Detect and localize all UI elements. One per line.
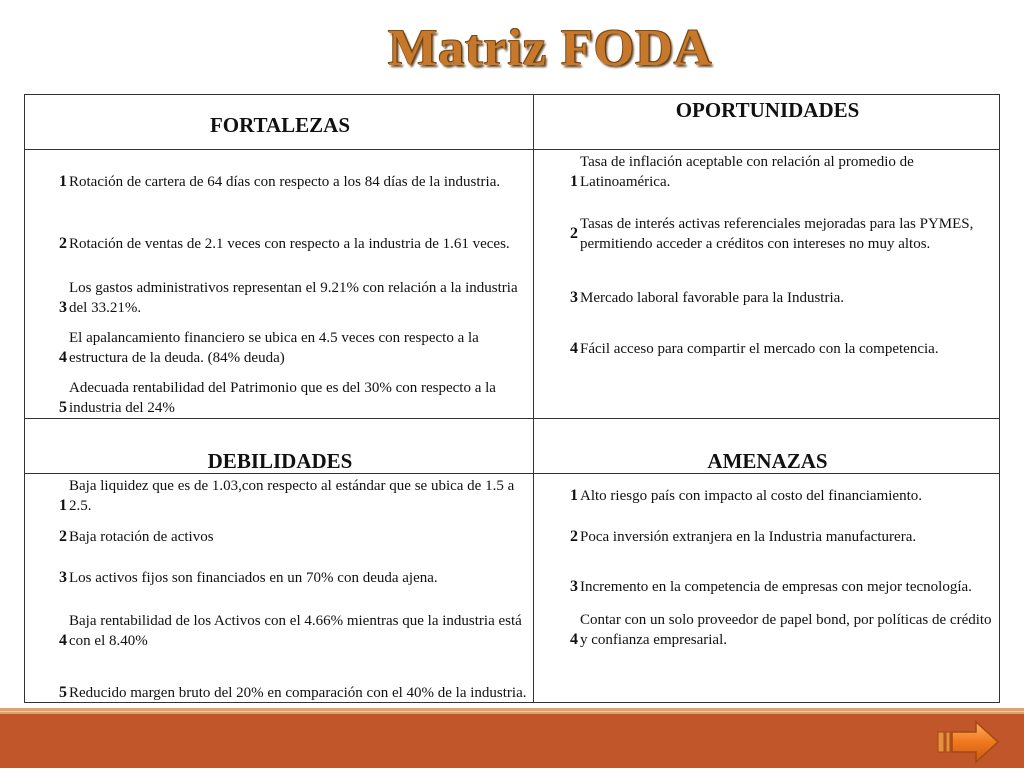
list-item: 1 Rotación de cartera de 64 días con respecto a los 84 días de la industria. — [59, 173, 501, 190]
oportunidades-title: OPORTUNIDADES — [675, 98, 860, 122]
oportunidades-body — [533, 149, 1000, 419]
list-item: 2 Tasas de interés activas referenciales mejoradas para las PYMES, permitiendo acceder a créditos con intereses no muy altos. — [570, 216, 974, 252]
list-item: 4 Contar con un solo proveedor de papel bond, por políticas de crédito y confianza empresarial. — [570, 612, 992, 648]
list-item: 4 Baja rentabilidad de los Activos con el 4.66% mientras que la industria está con el 8.40% — [59, 613, 522, 649]
list-item: 3 Los gastos administrativos representan el 9.21% con relación a la industria del 33.21%. — [59, 280, 518, 316]
list-item: 5 Reducido margen bruto del 20% en comparación con el 40% de la industria. — [59, 684, 527, 701]
fortalezas-header-cell — [24, 94, 534, 150]
amenazas-title: AMENAZAS — [707, 449, 828, 473]
fortalezas-body — [24, 149, 534, 419]
list-item: 4 Fácil acceso para compartir el mercado con la competencia. — [570, 340, 939, 357]
list-item: 3 Los activos fijos son financiados en un 70% con deuda ajena. — [59, 569, 438, 586]
oportunidades-header-cell — [533, 94, 1000, 150]
list-item: 3 Incremento en la competencia de empresas con mejor tecnología. — [570, 578, 972, 595]
list-item: 2 Rotación de ventas de 2.1 veces con respecto a la industria de 1.61 veces. — [59, 235, 510, 252]
list-item: 1 Alto riesgo país con impacto al costo del financiamiento. — [570, 487, 922, 504]
debilidades-header-cell — [24, 418, 534, 474]
next-slide-button[interactable] — [936, 718, 1002, 766]
list-item: 4 El apalancamiento financiero se ubica en 4.5 veces con respecto a la estructura de la deuda. (84% deuda) — [59, 330, 479, 366]
fortalezas-title: FORTALEZAS — [209, 113, 351, 137]
list-item: 5 Adecuada rentabilidad del Patrimonio que es del 30% con respecto a la industria del 24% — [59, 380, 496, 416]
amenazas-body — [533, 473, 1000, 703]
list-item: 1 Tasa de inflación aceptable con relación al promedio de Latinoamérica. — [570, 154, 914, 190]
list-item: 1 Baja liquidez que es de 1.03,con respecto al estándar que se ubica de 1.5 a 2.5. — [59, 478, 515, 514]
footer-band-line — [0, 711, 1024, 712]
list-item: 3 Mercado laboral favorable para la Industria. — [570, 289, 845, 306]
list-item: 2 Poca inversión extranjera en la Industria manufacturera. — [570, 528, 917, 545]
debilidades-body — [24, 473, 534, 703]
amenazas-header-cell — [533, 418, 1000, 474]
footer-band — [0, 714, 1024, 768]
arrow-right-icon — [936, 718, 1002, 766]
list-item: 2 Baja rotación de activos — [59, 528, 214, 545]
debilidades-title: DEBILIDADES — [207, 449, 353, 473]
slide-title: Matriz FODA — [388, 20, 713, 77]
